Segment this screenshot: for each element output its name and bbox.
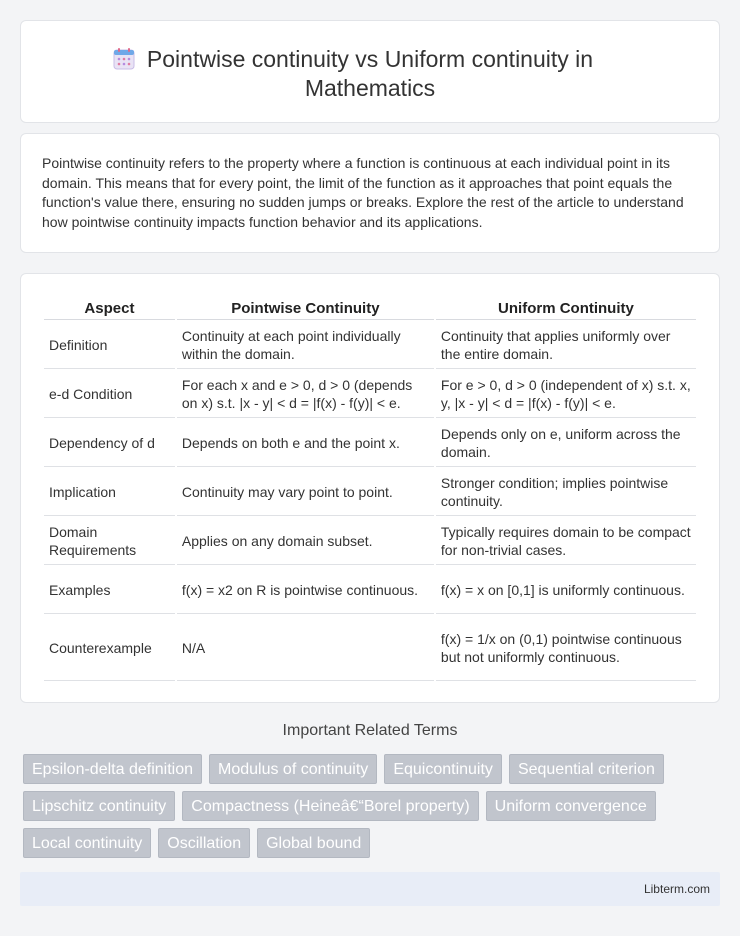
table-cell: Depends on both e and the point x.: [177, 420, 434, 467]
title-card: [20, 20, 720, 123]
comparison-table: [42, 296, 698, 683]
table-cell: N/A: [177, 616, 434, 681]
related-term-tag[interactable]: Lipschitz continuity: [23, 791, 175, 821]
table-row: [44, 567, 696, 614]
table-row: [44, 322, 696, 369]
table-row: [44, 616, 696, 681]
table-cell: Examples: [44, 567, 175, 614]
table-cell: Dependency of d: [44, 420, 175, 467]
table-cell: f(x) = 1/x on (0,1) pointwise continuous but not uniformly continuous.: [436, 616, 696, 681]
related-terms-heading: Important Related Terms: [282, 722, 458, 739]
related-term-tag[interactable]: Global bound: [257, 828, 370, 858]
table-header-row: [44, 298, 696, 320]
footer-site-link[interactable]: Libterm.com: [643, 882, 710, 896]
related-term-tag[interactable]: Uniform convergence: [486, 791, 656, 821]
related-term-tag[interactable]: Equicontinuity: [384, 754, 502, 784]
table-cell: For e > 0, d > 0 (independent of x) s.t. x, y, |x - y| < d = |f(x) - f(y)| < e.: [436, 371, 696, 418]
related-term-tag[interactable]: Modulus of continuity: [209, 754, 377, 784]
table-cell: Depends only on e, uniform across the domain.: [436, 420, 696, 467]
intro-card: [20, 133, 720, 253]
page-title: Pointwise continuity vs Uniform continuity in Mathematics: [146, 46, 594, 101]
table-row: [44, 420, 696, 467]
table-cell: For each x and e > 0, d > 0 (depends on x) s.t. |x - y| < d = |f(x) - f(y)| < e.: [177, 371, 434, 418]
footer: [20, 872, 720, 906]
header-pointwise: Pointwise Continuity: [177, 298, 434, 320]
table-cell: Applies on any domain subset.: [177, 518, 434, 565]
table-cell: e-d Condition: [44, 371, 175, 418]
table-cell: Stronger condition; implies pointwise continuity.: [436, 469, 696, 516]
related-term-tag[interactable]: Oscillation: [158, 828, 250, 858]
related-term-tag[interactable]: Local continuity: [23, 828, 151, 858]
header-aspect: Aspect: [44, 298, 175, 320]
table-cell: Definition: [44, 322, 175, 369]
table-row: [44, 371, 696, 418]
table-cell: f(x) = x2 on R is pointwise continuous.: [177, 567, 434, 614]
table-cell: Domain Requirements: [44, 518, 175, 565]
related-term-tag[interactable]: Compactness (Heineâ€“Borel property): [182, 791, 478, 821]
table-cell: Continuity may vary point to point.: [177, 469, 434, 516]
header-uniform: Uniform Continuity: [436, 298, 696, 320]
table-row: [44, 469, 696, 516]
related-terms-list: [23, 754, 723, 858]
table-row: [44, 518, 696, 565]
table-cell: Typically requires domain to be compact for non-trivial cases.: [436, 518, 696, 565]
related-term-tag[interactable]: Sequential criterion: [509, 754, 664, 784]
table-cell: Continuity at each point individually within the domain.: [177, 322, 434, 369]
table-cell: f(x) = x on [0,1] is uniformly continuous.: [436, 567, 696, 614]
table-cell: Implication: [44, 469, 175, 516]
table-cell: Counterexample: [44, 616, 175, 681]
table-cell: Continuity that applies uniformly over the entire domain.: [436, 322, 696, 369]
related-term-tag[interactable]: Epsilon-delta definition: [23, 754, 202, 784]
intro-paragraph: Pointwise continuity refers to the property where a function is continuous at each individual point in its domain. This means that for every point, the limit of the function as it approaches that point equals the function's value there, ensuring no sudden jumps or breaks. Explore the rest of the article to understand how pointwise continuity impacts function behavior and its applications.: [42, 155, 684, 230]
comparison-table-card: [20, 273, 720, 703]
